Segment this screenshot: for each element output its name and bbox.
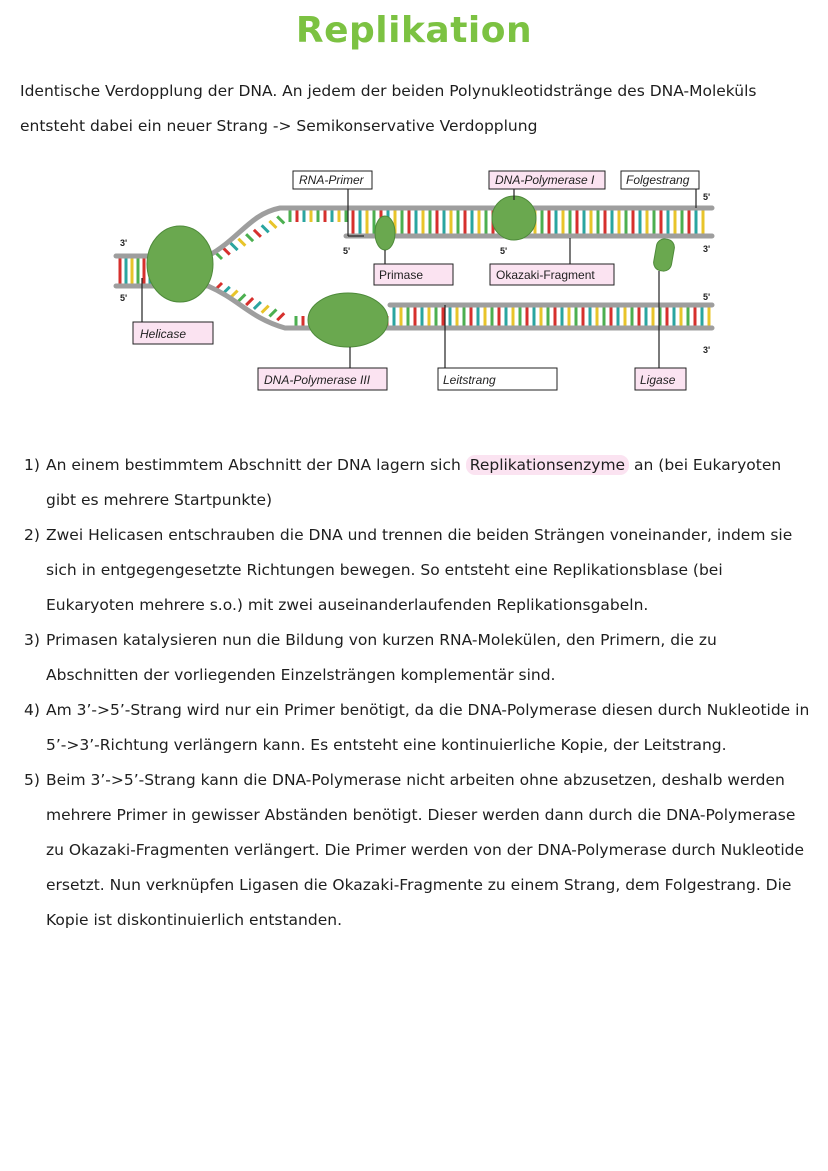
step-text: Zwei Helicasen entschrauben die DNA und trennen die beiden Strängen voneinander, indem sie sich in entgegengesetzte Richtungen bewegen. So entsteht eine Replikationsblase (bei Eukaryoten mehrere s.o.) mit zwei auseinanderlaufenden Replikationsgabeln. xyxy=(46,526,793,614)
base-pair-tick xyxy=(277,216,284,223)
end-label-right-3: 5' xyxy=(703,292,711,302)
label-dna-polymerase-1-text: DNA-Polymerase I xyxy=(495,173,595,187)
step-number: 3) xyxy=(24,631,40,649)
end-label-primer: 5' xyxy=(343,246,351,256)
label-ligase xyxy=(635,368,686,390)
base-pair-tick xyxy=(231,243,238,250)
base-pair-tick xyxy=(254,230,261,237)
end-label-right-4: 3' xyxy=(703,345,711,355)
label-helicase xyxy=(133,322,213,344)
ligase-shape xyxy=(652,238,675,273)
label-okazaki xyxy=(490,264,614,285)
label-rna-primer-text: RNA-Primer xyxy=(299,173,364,187)
step-item xyxy=(24,518,814,623)
base-pair-tick xyxy=(223,248,230,255)
step-item xyxy=(24,763,814,938)
base-pair-tick xyxy=(269,309,276,316)
step-item xyxy=(24,693,814,763)
base-pair-tick xyxy=(238,294,245,301)
label-leitstrang-text: Leitstrang xyxy=(443,373,496,387)
step-number: 1) xyxy=(24,456,40,474)
label-okazaki-text: Okazaki-Fragment xyxy=(496,268,595,282)
step-text-start: An einem bestimmtem Abschnitt der DNA lagern sich xyxy=(46,456,466,474)
step-text: Am 3’->5’-Strang wird nur ein Primer benötigt, da die DNA-Polymerase diesen durch Nukleotide in 5’->3’-Richtung verlängern kann. Es entsteht eine kontinuierliche Kopie, der Leitstrang. xyxy=(46,701,810,754)
base-pair-tick xyxy=(262,225,269,232)
label-folgestrang-text: Folgestrang xyxy=(626,173,690,187)
label-dna-polymerase-1 xyxy=(489,171,605,189)
replication-diagram xyxy=(100,160,730,400)
step-text-end: an (bei Eukaryoten gibt es mehrere Startpunkte) xyxy=(46,456,782,509)
label-dna-polymerase-3 xyxy=(258,368,387,390)
label-primase xyxy=(374,264,453,285)
step-item xyxy=(24,448,814,518)
step-number: 2) xyxy=(24,526,40,544)
end-label-right-2: 3' xyxy=(703,244,711,254)
base-pair-tick xyxy=(246,298,253,305)
intro-line-1: Identische Verdopplung der DNA. An jedem der beiden Polynukleotidstränge des DNA-Moleküls xyxy=(20,82,757,100)
page-title: Replikation xyxy=(295,10,533,51)
label-rna-primer xyxy=(293,171,372,189)
step-text: Primasen katalysieren nun die Bildung von kurzen RNA-Molekülen, den Primern, die zu Abschnitten der vorliegenden Einzelsträngen komplementär sind. xyxy=(46,631,717,684)
end-label-right-1: 5' xyxy=(703,192,711,202)
highlighted-term: Replikationsenzyme xyxy=(466,455,629,475)
step-item xyxy=(24,623,814,693)
primase-shape xyxy=(375,216,395,250)
steps-list xyxy=(24,448,814,938)
step-number: 4) xyxy=(24,701,40,719)
label-folgestrang xyxy=(621,171,699,189)
helicase-shape xyxy=(147,226,213,302)
label-dna-polymerase-3-text: DNA-Polymerase III xyxy=(264,373,371,387)
base-pair-tick xyxy=(254,302,261,309)
label-helicase-text: Helicase xyxy=(140,327,187,341)
intro-line-2: entsteht dabei ein neuer Strang -> Semikonservative Verdopplung xyxy=(20,117,538,135)
label-leitstrang xyxy=(438,368,557,390)
step-number: 5) xyxy=(24,771,40,789)
base-pair-tick xyxy=(262,306,269,313)
label-primase-text: Primase xyxy=(379,268,424,282)
base-pair-tick xyxy=(246,234,253,241)
base-pair-tick xyxy=(238,239,245,246)
parental-strand-top xyxy=(208,208,712,256)
dna-polymerase-1-shape xyxy=(492,196,536,240)
base-pair-tick xyxy=(269,221,276,228)
base-pair-tick xyxy=(277,313,284,320)
end-label-left-bottom: 5' xyxy=(120,293,128,303)
step-text: Beim 3’->5’-Strang kann die DNA-Polymerase nicht arbeiten ohne abzusetzen, deshalb werden mehrere Primer in gewisser Abständen benötigt. Dieser werden dann durch die DNA-Polymerase zu Okazaki-Fragmenten verlängert. Die Primer werden von der DNA-Polymerase durch Nukleotide ersetzt. Nun verknüpfen Ligasen die Okazaki-Fragmente zu einem Strang, dem Folgestrang. Die Kopie ist diskontinuierlich entstanden. xyxy=(46,771,805,929)
end-label-left-top: 3' xyxy=(120,238,128,248)
dna-polymerase-3-shape xyxy=(308,293,388,347)
label-ligase-text: Ligase xyxy=(640,373,676,387)
end-label-fragment: 5' xyxy=(500,246,508,256)
